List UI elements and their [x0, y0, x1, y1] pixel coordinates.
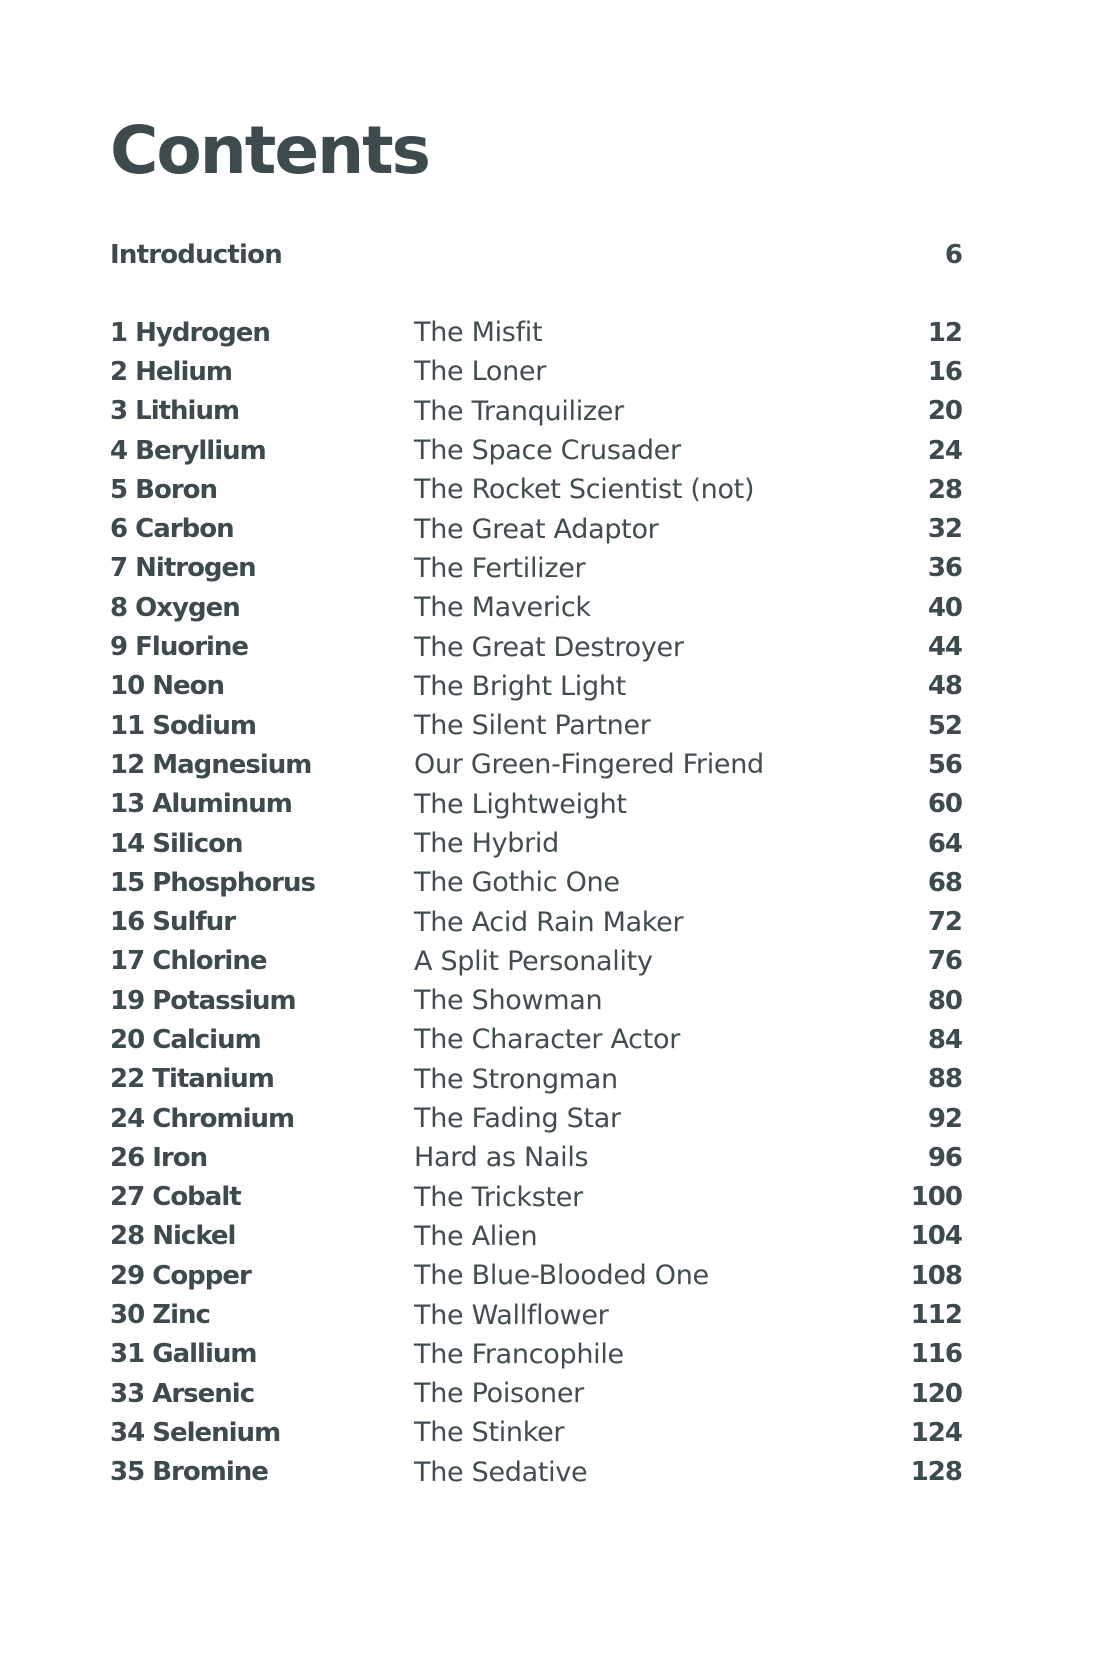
toc-row[interactable] — [110, 431, 962, 470]
page-number: 128 — [910, 1457, 962, 1488]
toc-row[interactable] — [110, 863, 962, 902]
chapter-nickname: The Strongman — [414, 1063, 618, 1095]
page-number: 80 — [927, 985, 962, 1016]
chapter-nickname: The Stinker — [414, 1417, 565, 1449]
element-name: 22 Titanium — [110, 1064, 274, 1095]
element-name: 7 Nitrogen — [110, 553, 256, 584]
page-number: 16 — [927, 356, 962, 387]
page-number: 92 — [927, 1103, 962, 1134]
chapter-nickname: The Wallflower — [414, 1299, 609, 1331]
chapter-nickname: The Silent Partner — [414, 710, 651, 742]
element-name: 24 Chromium — [110, 1103, 295, 1134]
toc-row[interactable] — [110, 1178, 962, 1217]
toc-row[interactable] — [110, 1060, 962, 1099]
page-number: 108 — [910, 1260, 962, 1291]
toc-row[interactable] — [110, 470, 962, 509]
element-name: 5 Boron — [110, 474, 218, 505]
chapter-nickname: The Great Destroyer — [414, 631, 684, 663]
element-name: 11 Sodium — [110, 710, 256, 741]
element-name: 12 Magnesium — [110, 749, 312, 780]
toc-row-introduction[interactable] — [110, 237, 962, 273]
page-number: 6 — [944, 240, 962, 270]
element-name: 31 Gallium — [110, 1339, 257, 1370]
element-name: 1 Hydrogen — [110, 317, 270, 348]
toc-row[interactable] — [110, 1374, 962, 1413]
introduction-label: Introduction — [110, 240, 282, 270]
chapter-nickname: The Francophile — [414, 1338, 624, 1370]
toc-row[interactable] — [110, 1335, 962, 1374]
element-name: 6 Carbon — [110, 514, 234, 545]
toc-row[interactable] — [110, 392, 962, 431]
toc-row[interactable] — [110, 1099, 962, 1138]
page-number: 116 — [910, 1339, 962, 1370]
element-name: 19 Potassium — [110, 985, 296, 1016]
toc-row[interactable] — [110, 588, 962, 627]
chapter-nickname: The Maverick — [414, 592, 591, 624]
chapter-nickname: The Sedative — [414, 1456, 588, 1488]
toc-row[interactable] — [110, 785, 962, 824]
page-number: 52 — [927, 710, 962, 741]
toc-row[interactable] — [110, 1256, 962, 1295]
chapter-nickname: Hard as Nails — [414, 1142, 589, 1174]
page-number: 32 — [927, 514, 962, 545]
element-name: 34 Selenium — [110, 1417, 281, 1448]
page-number: 56 — [927, 749, 962, 780]
chapter-nickname: The Great Adaptor — [414, 513, 659, 545]
element-name: 33 Arsenic — [110, 1378, 255, 1409]
page-number: 96 — [927, 1142, 962, 1173]
element-name: 28 Nickel — [110, 1221, 236, 1252]
toc-row[interactable] — [110, 667, 962, 706]
chapter-nickname: The Acid Rain Maker — [414, 906, 684, 938]
chapter-nickname: The Poisoner — [414, 1378, 584, 1410]
page-number: 84 — [927, 1024, 962, 1055]
page-title: Contents — [110, 112, 429, 189]
chapter-nickname: The Rocket Scientist (not) — [414, 474, 755, 506]
chapter-nickname: The Trickster — [414, 1181, 583, 1213]
element-name: 20 Calcium — [110, 1024, 261, 1055]
chapter-nickname: The Blue-Blooded One — [414, 1260, 709, 1292]
page-number: 20 — [927, 396, 962, 427]
toc-row[interactable] — [110, 1138, 962, 1177]
page-number: 28 — [927, 474, 962, 505]
page-number: 60 — [927, 789, 962, 820]
page-number: 44 — [927, 632, 962, 663]
chapter-nickname: The Tranquilizer — [414, 395, 624, 427]
chapter-nickname: The Misfit — [414, 317, 543, 349]
element-name: 27 Cobalt — [110, 1182, 241, 1213]
element-name: 4 Beryllium — [110, 435, 266, 466]
toc-row[interactable] — [110, 942, 962, 981]
page-number: 112 — [910, 1300, 962, 1331]
element-name: 15 Phosphorus — [110, 867, 315, 898]
page-number: 100 — [910, 1182, 962, 1213]
page-number: 68 — [927, 867, 962, 898]
chapter-nickname: The Fertilizer — [414, 552, 586, 584]
element-name: 35 Bromine — [110, 1457, 268, 1488]
toc-row[interactable] — [110, 824, 962, 863]
element-name: 8 Oxygen — [110, 592, 240, 623]
toc-row[interactable] — [110, 509, 962, 548]
toc-row[interactable] — [110, 902, 962, 941]
chapter-nickname: The Bright Light — [414, 670, 626, 702]
page-number: 36 — [927, 553, 962, 584]
chapter-nickname: A Split Personality — [414, 945, 653, 977]
chapter-nickname: The Hybrid — [414, 828, 559, 859]
toc-row[interactable] — [110, 627, 962, 666]
element-name: 30 Zinc — [110, 1300, 210, 1331]
element-name: 16 Sulfur — [110, 907, 236, 938]
chapter-nickname: The Lightweight — [414, 788, 627, 820]
element-name: 17 Chlorine — [110, 946, 267, 977]
element-name: 2 Helium — [110, 356, 232, 387]
toc-list — [110, 313, 962, 1492]
element-name: 3 Lithium — [110, 396, 240, 427]
page-number: 40 — [927, 592, 962, 623]
chapter-nickname: The Showman — [414, 985, 603, 1017]
page-number: 88 — [927, 1064, 962, 1095]
page-number: 64 — [927, 828, 962, 859]
page-number: 24 — [927, 435, 962, 466]
toc-row[interactable] — [110, 981, 962, 1020]
page-number: 124 — [910, 1417, 962, 1448]
element-name: 14 Silicon — [110, 828, 243, 859]
page-number: 12 — [927, 317, 962, 348]
toc-row[interactable] — [110, 745, 962, 784]
page-number: 120 — [910, 1378, 962, 1409]
toc-row[interactable] — [110, 1453, 962, 1492]
element-name: 29 Copper — [110, 1260, 251, 1291]
element-name: 13 Aluminum — [110, 789, 292, 820]
toc-row[interactable] — [110, 352, 962, 391]
element-name: 10 Neon — [110, 671, 224, 702]
toc-row[interactable] — [110, 1413, 962, 1452]
page-number: 72 — [927, 907, 962, 938]
element-name: 9 Fluorine — [110, 632, 249, 663]
page-number: 76 — [927, 946, 962, 977]
toc-row[interactable] — [110, 706, 962, 745]
page-number: 104 — [910, 1221, 962, 1252]
chapter-nickname: The Space Crusader — [414, 435, 681, 467]
chapter-nickname: The Gothic One — [414, 867, 620, 899]
chapter-nickname: The Alien — [414, 1220, 538, 1252]
chapter-nickname: The Loner — [414, 356, 547, 388]
chapter-nickname: Our Green-Fingered Friend — [414, 749, 764, 781]
page-number: 48 — [927, 671, 962, 702]
element-name: 26 Iron — [110, 1142, 208, 1173]
toc-row[interactable] — [110, 1295, 962, 1334]
toc-row[interactable] — [110, 313, 962, 352]
toc-row[interactable] — [110, 549, 962, 588]
chapter-nickname: The Character Actor — [414, 1024, 681, 1056]
toc-row[interactable] — [110, 1020, 962, 1059]
chapter-nickname: The Fading Star — [414, 1103, 621, 1135]
toc-row[interactable] — [110, 1217, 962, 1256]
